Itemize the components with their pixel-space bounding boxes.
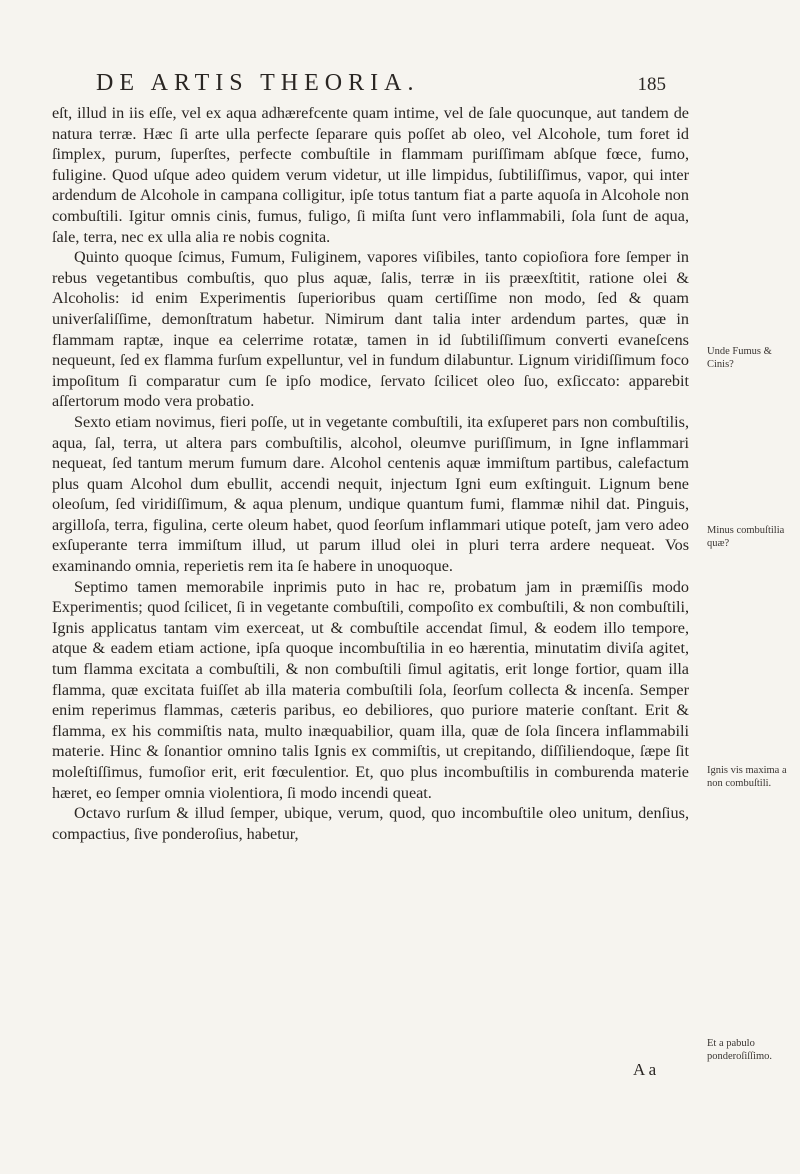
paragraph-4: Septimo tamen memorabile inprimis puto in hac re, probatum jam in præmiſſis modo Experimentis; quod ſcilicet, ſi in vegetante combuſtili, compoſito ex combuſtili, & non combuſtili, Ignis applicatus tantam vim exerceat, ut & combuſtile accendat ſimul, & eodem illo tempore, atque & eadem etiam actione, ipſa quoque incombuſtilia in eo hærentia, minutatim diviſa agitet, tum flamma excitata a combuſtili, & non combuſtili ſimul agitatis, erit longe fortior, quam illa flamma, quæ excitata fuiſſet ab illa materia combuſtili ſola, ſeorſum collecta & incenſa. Semper enim reperimus flammas, cæteris paribus, eo debiliores, quo puriore materie conſtant. Erit & flamma, ex his commiſtis nata, multo inæquabilior, quam illa, quæ de ſola ſincera inflammabili materie. Hinc & ſonantior omnino talis Ignis ex commiſtis, ut crepitando, diſſiliendoque, ſæpe ſit moleſtiſſimus, fumoſior erit, erit fœculentior. Et, quo plus incombuſtilis in comburenda materie hæret, eo ſemper omnia violentiora, ſi modo incendi queat. xyxy=(52,577,689,802)
page-number: 185 xyxy=(637,74,666,95)
main-text xyxy=(52,103,689,844)
paragraph-1: eſt, illud in iis eſſe, vel ex aqua adhærefcente quam intime, vel de ſale quocunque, aut tandem de natura terræ. Hæc ſi arte ulla perfecte ſeparare quis poſſet ab oleo, vel Alcohole, tum foret id ſimplex, purum, ſuperſtes, perfecte combuſtile in flammam puriſſimam abſque fœce, fumo, fuligine. Quod uſque adeo quidem verum videtur, ut ille limpidus, ſubtiliſſimus, vapor, qui inter ardendum de Alcohole in campana colligitur, ipſe totus tantum fiat a parte aquoſa in Alcohole non combuſtili. Igitur omnis cinis, fumus, fuligo, ſi miſta ſunt vero inflammabili, ſola ſunt de aqua, ſale, terra, nec ex ulla alia re nobis cognita. xyxy=(52,104,689,246)
page-header xyxy=(96,70,666,100)
paragraph-3: Sexto etiam novimus, fieri poſſe, ut in vegetante combuſtili, ita exſuperet pars non combuſtilis, aqua, ſal, terra, ut altera pars combuſtilis, alcohol, oleumve puriſſimum, in Igne inflammari nequeat, ſed tantum merum fumum dare. Alcohol centenis aquæ immiſtum partibus, calefactum plus quam Alcohol dum ebullit, accendi nequit, injectum Igni eum exſtinguit. Lignum bene oleoſum, ſed viridiſſimum, & aqua plenum, undique quantum fumi, flammæ nihil dat. Pinguis, argilloſa, terra, figulina, certe oleum habet, quod ſeorſum inflammari utique poteſt, jam vero adeo exſuperante terra immiſtum illud, ut parum illud olei in pluri terra ardere nequeat. Vos examinando omnia, reperietis rem ita ſe habere in unoquoque. xyxy=(52,412,689,576)
margin-note-pabulo: Et a pabulo ponderoſiſſimo. xyxy=(707,1038,773,1062)
margin-note-ignis-vis: Ignis vis maxima a non combuſtili. xyxy=(707,765,787,789)
margin-note-unde-fumus: Unde Fumus & Cinis? xyxy=(707,346,772,370)
paragraph-5: Octavo rurſum & illud ſemper, ubique, verum, quod, quo incombuſtile oleo unitum, denſius, compactius, ſive ponderoſius, habetur, xyxy=(52,804,689,843)
margin-note-minus-combustilia: Minus combuſtilia quæ? xyxy=(707,525,785,549)
paragraph-2: Quinto quoque ſcimus, Fumum, Fuliginem, vapores viſibiles, tanto copioſiora fore ſemper in rebus vegetantibus combuſtis, quo plus aquæ, ſalis, terræ in iis præexſtitit, ratione olei & Alcoholis: id enim Experimentis ſuperioribus quam certiſſime non modo, ſed & quam univerſaliſſime, demonſtratum habetur. Nimirum dant talia inter ardendum partes, quæ in flammam raptæ, inque ea celerrime rotatæ, tamen in id ſubtiliſſimum converti evaneſcens nequeunt, ſed ex flamma furſum expelluntur, vel in fundum dilabuntur. Lignum viridiſſimum foco impoſitum ſi comparatur cum ſe ipſo modice, ſervato ſcilicet oleo ſuo, exſiccato: apparebit aſſertorum modo vera probatio. xyxy=(52,248,689,411)
signature-mark: A a xyxy=(633,1060,657,1079)
running-title: DE ARTIS THEORIA. xyxy=(96,70,420,96)
